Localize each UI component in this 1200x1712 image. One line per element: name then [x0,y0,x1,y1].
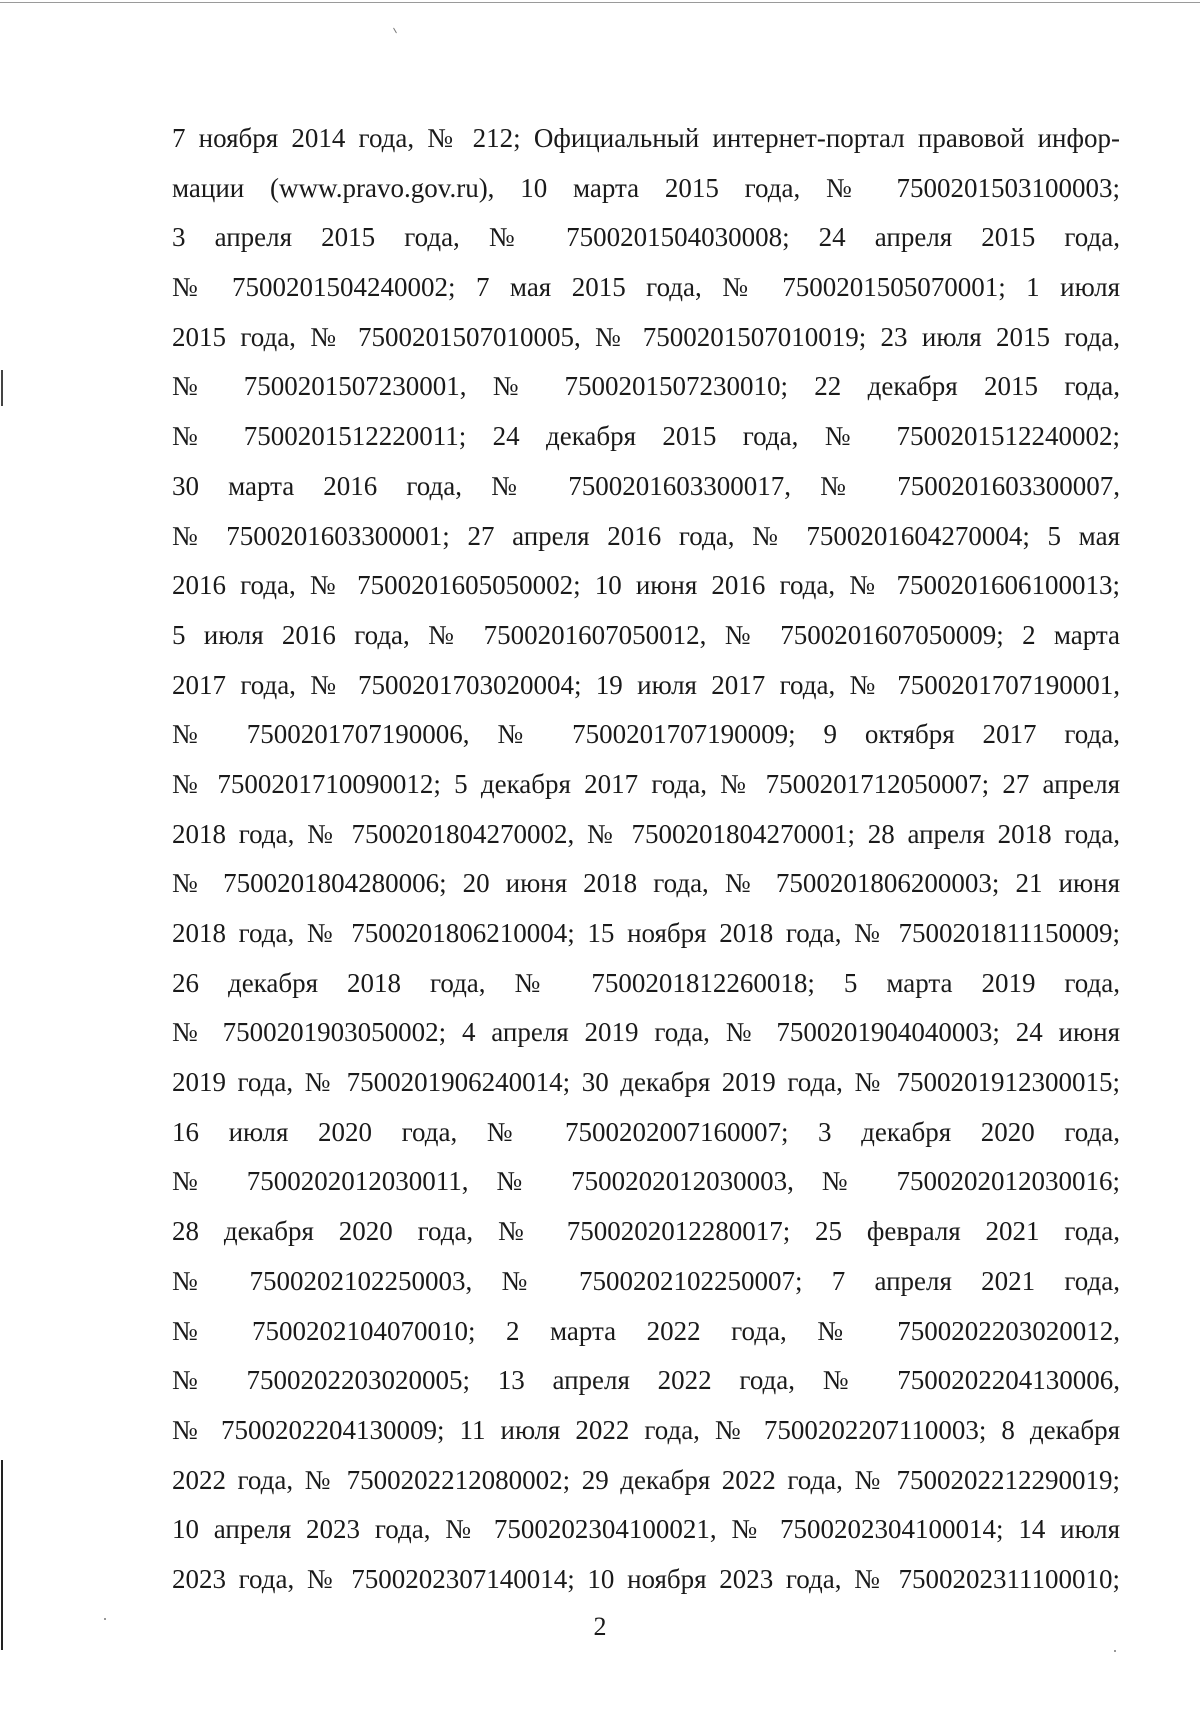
text-line-content: 2019 года, № 7500201906240014; 30 декабря 2019 года, № 7500201912300015; [172,1067,1120,1098]
text-line [172,1356,1120,1406]
text-line [172,661,1120,711]
text-line [172,114,1120,164]
text-line-content: 2017 года, № 7500201703020004; 19 июля 2017 года, № 7500201707190001, [172,669,1120,700]
text-line [172,362,1120,412]
text-line [172,810,1120,860]
text-line-content: 2023 года, № 7500202307140014; 10 ноября 2023 года, № 7500202311100010; [172,1563,1120,1594]
text-line [172,1157,1120,1207]
text-line-content: 2018 года, № 7500201804270002, № 7500201804270001; 28 апреля 2018 года, [172,818,1120,849]
text-line-content: 26 декабря 2018 года, № 7500201812260018; 5 марта 2019 года, [172,967,1120,998]
document-body [172,114,1120,1605]
text-line [172,263,1120,313]
text-line [172,164,1120,214]
text-line [172,959,1120,1009]
text-line [172,1307,1120,1357]
text-line [172,412,1120,462]
text-line [172,909,1120,959]
text-line [172,611,1120,661]
text-line [172,710,1120,760]
text-line-content: № 7500201903050002; 4 апреля 2019 года, № 7500201904040003; 24 июня [172,1017,1120,1048]
scan-speck [1114,1650,1116,1652]
text-line-content: № 7500201707190006, № 7500201707190009; 9 октября 2017 года, [172,719,1120,750]
text-line-content: № 7500201804280006; 20 июня 2018 года, № 7500201806200003; 21 июня [172,868,1120,899]
text-line-content: 28 декабря 2020 года, № 7500202012280017; 25 февраля 2021 года, [172,1216,1120,1247]
text-line [172,1456,1120,1506]
text-line [172,213,1120,263]
text-line-content: № 7500201507230001, № 7500201507230010; 22 декабря 2015 года, [172,371,1120,402]
text-line [172,1058,1120,1108]
text-line-content: 2016 года, № 7500201605050002; 10 июня 2016 года, № 7500201606100013; [172,570,1120,601]
text-line [172,313,1120,363]
scan-edge-mark [1,370,3,406]
text-line-content: 10 апреля 2023 года, № 7500202304100021, № 7500202304100014; 14 июля [172,1514,1120,1545]
text-line-content: мации (www.pravo.gov.ru), 10 марта 2015 года, № 7500201503100003; [172,172,1120,203]
text-line-content: № 7500201710090012; 5 декабря 2017 года, № 7500201712050007; 27 апреля [172,768,1120,799]
text-line-content: 2018 года, № 7500201806210004; 15 ноября 2018 года, № 7500201811150009; [172,918,1120,948]
text-line [172,561,1120,611]
text-line [172,1555,1120,1605]
text-line-content: 30 марта 2016 года, № 7500201603300017, № 7500201603300007, [172,470,1120,501]
scan-speck [393,28,397,34]
text-line-content: 7 ноября 2014 года, № 212; Официальный интернет-портал правовой инфор- [172,123,1120,153]
text-line [172,760,1120,810]
text-line-content: 2022 года, № 7500202212080002; 29 декабря 2022 года, № 7500202212290019; [172,1464,1120,1495]
text-line [172,1207,1120,1257]
text-line-content: 16 июля 2020 года, № 7500202007160007; 3 декабря 2020 года, [172,1116,1120,1147]
text-line [172,1108,1120,1158]
text-line-content: № 7500202203020005; 13 апреля 2022 года, № 7500202204130006, [172,1365,1120,1396]
text-line-content: № 7500201603300001; 27 апреля 2016 года, № 7500201604270004; 5 мая [172,520,1120,551]
text-line-content: № 7500202104070010; 2 марта 2022 года, № 7500202203020012, [172,1315,1120,1346]
text-line-content: 3 апреля 2015 года, № 7500201504030008; 24 апреля 2015 года, [172,222,1120,253]
text-line-content: № 7500201504240002; 7 мая 2015 года, № 7500201505070001; 1 июля [172,272,1120,303]
scan-top-border [0,2,1200,3]
text-line [172,1257,1120,1307]
text-line-content: № 7500202102250003, № 7500202102250007; 7 апреля 2021 года, [172,1265,1120,1296]
text-line [172,859,1120,909]
text-line [172,462,1120,512]
text-line [172,512,1120,562]
page-number: 2 [593,1612,607,1641]
text-line [172,1406,1120,1456]
text-line [172,1505,1120,1555]
text-line [172,1008,1120,1058]
text-line-content: № 7500202012030011, № 7500202012030003, № 7500202012030016; [172,1166,1120,1197]
text-line-content: 2015 года, № 7500201507010005, № 7500201507010019; 23 июля 2015 года, [172,321,1120,352]
text-line-content: № 7500201512220011; 24 декабря 2015 года, № 7500201512240002; [172,421,1120,452]
text-line-content: 5 июля 2016 года, № 7500201607050012, № 7500201607050009; 2 марта [172,619,1120,650]
text-line-content: № 7500202204130009; 11 июля 2022 года, № 7500202207110003; 8 декабря [172,1414,1120,1445]
